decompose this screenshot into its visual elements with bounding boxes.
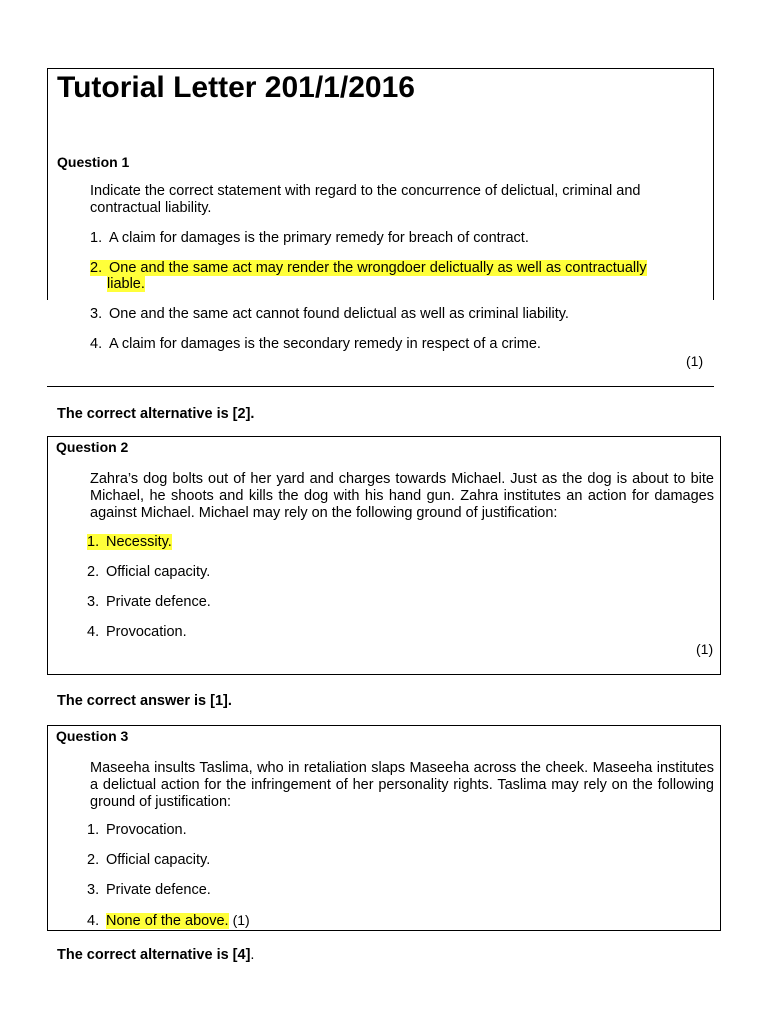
option-number: 2.	[87, 564, 100, 580]
option-number: 3.	[87, 594, 100, 610]
question-3-marks: (1)	[232, 912, 250, 928]
question-3-prompt: Maseeha insults Taslima, who in retaliation slaps Maseeha across the cheek. Maseeha institutes a delictual action for the infringement of her personality rights. Taslima may rely on the following ground of justification:	[90, 760, 714, 810]
question-1-option-2	[90, 260, 647, 277]
question-2-option-2	[87, 564, 210, 581]
option-text: Private defence.	[106, 882, 211, 898]
option-text-cont: liable.	[107, 276, 145, 292]
question-3-option-2	[87, 852, 210, 869]
divider	[47, 386, 714, 387]
answer-punctuation: .	[250, 947, 255, 963]
question-2-prompt: Zahra’s dog bolts out of her yard and charges towards Michael. Just as the dog is about to bite Michael, he shoots and kills the dog with his hand gun. Zahra institutes an action for damages against Michael. Michael may rely on the following ground of justification:	[90, 471, 714, 521]
question-3-option-4	[87, 912, 250, 930]
question-3-option-1	[87, 822, 187, 839]
question-2-heading: Question 2	[56, 439, 129, 455]
question-1-option-4	[90, 336, 541, 353]
question-1-prompt: Indicate the correct statement with regard to the concurrence of delictual, criminal and contractual liability.	[90, 183, 641, 216]
option-number: 1.	[87, 534, 100, 550]
option-text: None of the above.	[106, 913, 229, 929]
page-title: Tutorial Letter 201/1/2016	[57, 71, 415, 104]
option-number: 4.	[87, 913, 100, 929]
q1-frame-right	[713, 68, 714, 300]
option-number: 1.	[90, 230, 103, 246]
question-2-marks: (1)	[696, 641, 714, 657]
question-1-option-3	[90, 306, 569, 323]
option-number: 3.	[90, 306, 103, 322]
question-1-option-1	[90, 230, 529, 247]
question-1-marks: (1)	[686, 353, 704, 369]
q1-frame-left	[47, 68, 48, 300]
option-text: Official capacity.	[106, 852, 211, 868]
option-number: 2.	[87, 852, 100, 868]
answer-text: The correct alternative is [4]	[57, 947, 251, 963]
option-number: 4.	[90, 336, 103, 352]
option-text: Provocation.	[106, 822, 187, 838]
question-1-heading: Question 1	[57, 154, 130, 170]
question-3-heading: Question 3	[56, 728, 129, 744]
option-text: One and the same act may render the wrongdoer delictually as well as contractually	[109, 260, 647, 276]
option-number: 3.	[87, 882, 100, 898]
option-text: A claim for damages is the primary remedy for breach of contract.	[109, 230, 529, 246]
option-text: Private defence.	[106, 594, 211, 610]
question-3-option-3	[87, 882, 211, 899]
question-3-answer	[57, 946, 254, 964]
question-2-option-4	[87, 624, 187, 641]
option-text: A claim for damages is the secondary remedy in respect of a crime.	[109, 336, 541, 352]
option-text: Official capacity.	[106, 564, 211, 580]
option-text: Necessity.	[106, 534, 172, 550]
option-text: One and the same act cannot found delictual as well as criminal liability.	[109, 306, 569, 322]
option-text: Provocation.	[106, 624, 187, 640]
question-2-option-1	[87, 534, 172, 551]
question-2-answer: The correct answer is [1].	[57, 693, 232, 709]
option-number: 4.	[87, 624, 100, 640]
option-number: 2.	[90, 260, 103, 276]
question-1-answer: The correct alternative is [2].	[57, 406, 255, 422]
question-1-option-2-continued	[107, 276, 145, 293]
option-number: 1.	[87, 822, 100, 838]
question-2-option-3	[87, 594, 211, 611]
